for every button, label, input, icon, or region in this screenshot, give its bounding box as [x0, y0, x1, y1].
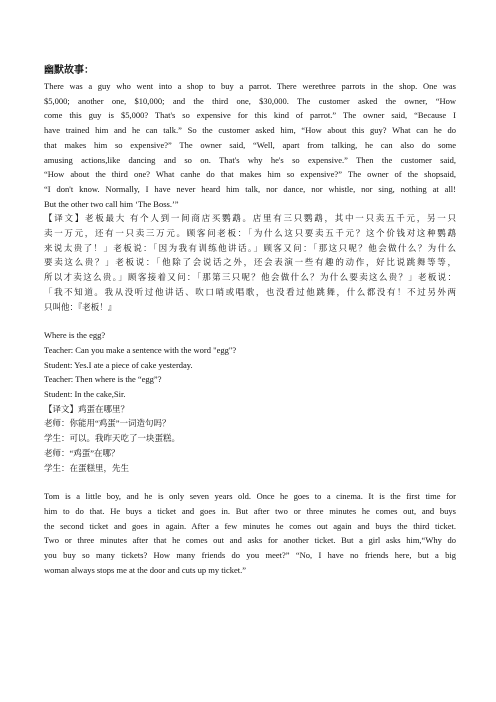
- story-parrot-english: [44, 79, 456, 211]
- text-line: 「我不知道。我从没听过他讲话、吹口哨或唱歌，也没看过他跳舞，什么都没有！不过另外两: [44, 286, 456, 297]
- story-egg-chinese: [44, 402, 456, 476]
- spacer: [44, 475, 456, 489]
- story-cinema-english: [44, 489, 456, 577]
- text-line: have trained him and he can talk.” So the customer asked him, “How about this guy? What can he do: [44, 125, 456, 136]
- text-line: “I don't know. Normally, I have never heard him talk, nor dance, nor whistle, nor sing, nothing at all!: [44, 183, 456, 194]
- text-line: Teacher: Then where is the “egg”?: [44, 374, 162, 385]
- text-line: Two or three minutes after that he comes out and asks for another ticket. But a girl asks him,“Why do: [44, 535, 456, 546]
- text-line: 学生：在蛋糕里，先生: [44, 462, 130, 473]
- text-line: 【译文】鸡蛋在哪里？: [44, 403, 130, 414]
- text-line: 老师：你能用“鸡蛋”一词造句吗？: [44, 418, 171, 429]
- text-line: you buy so many tickets? How many friends do you meet?” “No, I have no friends here, but a big: [44, 550, 456, 561]
- text-line: 来说太贵了！」老板说：「因为我有训练他讲话。」顾客又问：「那这只呢？他会做什么？为什么: [44, 242, 456, 253]
- text-line: 学生：可以。我昨天吃了一块蛋糕。: [44, 433, 181, 444]
- text-line: $5,000; another one, $10,000; and the third one, $30,000. The customer asked the owner, “How: [44, 95, 456, 106]
- story-parrot-chinese: [44, 211, 456, 314]
- text-line: 卖一万元，还有一只卖三万元。顾客问老板：「为什么这只要卖五千元？这个价钱对这种鹦鹉: [44, 228, 456, 239]
- text-line: Student: In the cake,Sir.: [44, 389, 126, 400]
- text-line: 老师：“鸡蛋”在哪？: [44, 447, 120, 458]
- text-line: Tom is a little boy, and he is only seven years old. Once he goes to a cinema. It is the first time for: [44, 491, 456, 502]
- text-line: 要卖这么贵？」老板说：「他除了会说话之外，还会表演一些有趣的动作，好比说跳舞等等，: [44, 257, 456, 268]
- text-line: that makes him so expensive?” The owner said, “Well, apart from talking, he can also do some: [44, 139, 456, 150]
- text-line: 所以才卖这么贵。」顾客接着又问：「那第三只呢？他会做什么？为什么要卖这么贵？」老板说：: [44, 272, 456, 283]
- text-line: But the other two call him ‘The Boss.’”: [44, 198, 179, 209]
- text-line: 【译文】老板最大 有个人到一间商店买鹦鹉。店里有三只鹦鹉，其中一只卖五千元，另一只: [44, 213, 456, 224]
- text-line: There was a guy who went into a shop to buy a parrot. There werethree parrots in the shop. One was: [44, 81, 456, 91]
- text-line: Student: Yes.I ate a piece of cake yesterday.: [44, 359, 193, 370]
- page-title: 幽默故事：: [44, 65, 94, 76]
- text-line: woman always stops me at the door and cuts up my ticket.”: [44, 564, 247, 575]
- text-line: Teacher: Can you make a sentence with the word "egg"?: [44, 344, 237, 355]
- text-line: come this guy is $5,000? That's so expensive for this kind of parrot.” The owner said, “Because I: [44, 110, 456, 121]
- text-line: Where is the egg?: [44, 330, 106, 341]
- text-line: the second ticket and goes in again. After a few minutes he comes out again and buys the third ticket.: [44, 520, 456, 531]
- text-line: “How about the third one? What canhe do that makes him so expensive?” The owner of the shopsaid,: [44, 169, 456, 180]
- text-line: amusing actions,like dancing and so on. That's why he's so expensive.” Then the customer said,: [44, 154, 456, 165]
- text-line: him to do that. He buys a ticket and goes in. But after two or three minutes he comes out, and buys: [44, 505, 456, 516]
- text-line: 只叫他：『老板！』: [44, 301, 117, 312]
- spacer: [44, 314, 456, 328]
- story-egg-english: [44, 328, 456, 402]
